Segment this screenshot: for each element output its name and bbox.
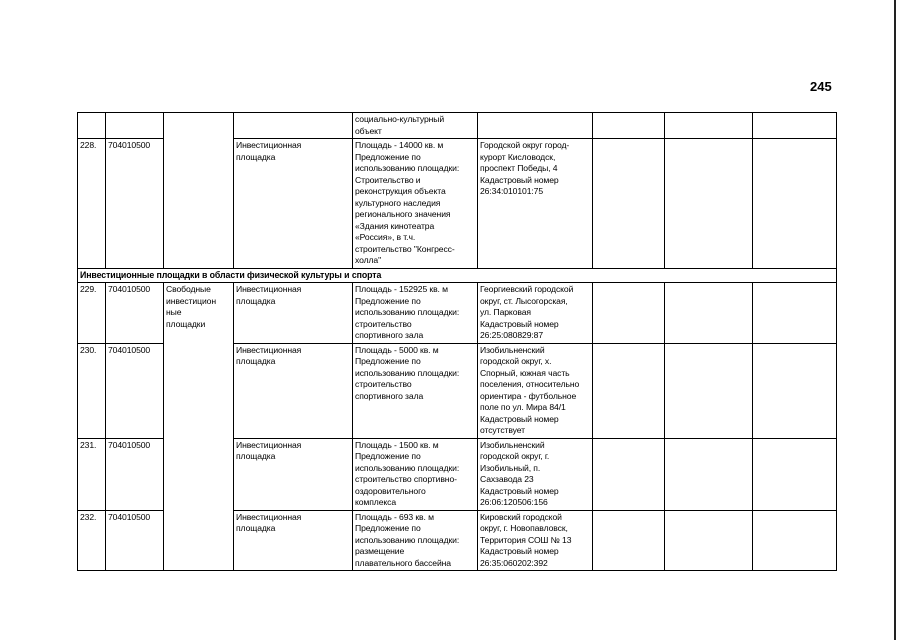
text-line: Кадастровый номер	[480, 546, 559, 556]
text-line: Площадь - 152925 кв. м	[355, 284, 448, 294]
code-cell: 704010500	[106, 510, 164, 571]
text-line: площадка	[236, 151, 276, 162]
text-line: ные	[166, 307, 182, 317]
site-type-cell	[234, 438, 353, 510]
location-cell	[478, 438, 593, 510]
text-line: ул. Парковая	[480, 307, 531, 317]
empty-cell	[593, 510, 665, 571]
empty-cell	[665, 343, 753, 438]
location-lines	[480, 440, 590, 509]
empty-cell	[753, 510, 837, 571]
text-line: Городской округ город-	[480, 140, 570, 150]
text-line: курорт Кисловодск,	[480, 151, 556, 162]
text-line: холла"	[355, 255, 382, 265]
location-cell	[478, 113, 593, 139]
text-line: реконструкция объекта	[355, 186, 446, 196]
page-edge-line	[894, 0, 896, 640]
empty-cell	[593, 438, 665, 510]
site-type-cell	[234, 139, 353, 269]
empty-cell	[665, 438, 753, 510]
text-line: культурного наследия	[355, 197, 441, 208]
table-row	[78, 283, 837, 344]
code-cell	[106, 113, 164, 139]
text-line: Территория СОШ № 13	[480, 534, 572, 545]
text-line: инвестицион	[166, 295, 216, 306]
text-line: спортивного зала	[355, 330, 424, 340]
text-line: Свободные	[166, 284, 211, 294]
location-cell	[478, 510, 593, 571]
text-line: Георгиевский городской	[480, 284, 574, 294]
text-line: площадка	[236, 451, 276, 461]
text-line: отсутствует	[480, 425, 526, 435]
text-line: округ, ст. Лысогорская,	[480, 295, 568, 306]
page-number: 245	[810, 79, 832, 94]
text-line: ориентира - футбольное	[480, 390, 577, 401]
text-line: Предложение по	[355, 151, 421, 162]
text-line: Спорный, южная часть	[480, 367, 570, 378]
empty-cell	[753, 139, 837, 269]
text-line: Инвестиционная	[236, 439, 302, 450]
text-line: городской округ, г.	[480, 451, 550, 461]
location-lines	[480, 140, 590, 198]
parameters-cell	[353, 113, 478, 139]
text-line: плавательного бассейна	[355, 557, 451, 568]
text-line: 26:25:080829:87	[480, 330, 544, 340]
group-heading: Инвестиционные площадки в области физической культуры и спорта	[78, 268, 837, 283]
text-line: Изобильненский	[480, 439, 545, 450]
text-line: площадка	[236, 295, 276, 306]
category-cell	[164, 283, 234, 571]
location-cell	[478, 139, 593, 269]
table-row	[78, 113, 837, 139]
text-line: спортивного зала	[355, 390, 424, 401]
text-line: «Россия», в т.ч.	[355, 232, 416, 242]
text-line: регионального значения	[355, 209, 451, 219]
text-line: «Здания кинотеатра	[355, 220, 435, 231]
site-type-cell	[234, 113, 353, 139]
site-type-cell	[234, 283, 353, 344]
parameters-lines	[355, 140, 475, 267]
row-number-cell	[78, 113, 106, 139]
empty-cell	[753, 113, 837, 139]
text-line: Предложение по	[355, 356, 421, 366]
text-line: Площадь - 14000 кв. м	[355, 140, 444, 150]
parameters-cell	[353, 283, 478, 344]
text-line: строительство	[355, 379, 412, 389]
text-line: Кадастровый номер	[480, 485, 559, 496]
text-line: проспект Победы, 4	[480, 163, 558, 173]
parameters-cell	[353, 510, 478, 571]
empty-cell	[665, 283, 753, 344]
site-type-cell	[234, 343, 353, 438]
text-line: поле по ул. Мира 84/1	[480, 402, 566, 412]
parameters-lines	[355, 345, 475, 403]
parameters-lines	[355, 114, 475, 137]
parameters-lines	[355, 284, 475, 342]
text-line: Кадастровый номер	[480, 174, 559, 185]
parameters-cell	[353, 343, 478, 438]
text-line: Изобильный, п.	[480, 462, 541, 473]
table-body	[78, 113, 837, 571]
row-number-cell: 231.	[78, 438, 106, 510]
text-line: Предложение по	[355, 451, 421, 461]
text-line: Кировский городской	[480, 511, 562, 522]
text-line: использованию площадки:	[355, 367, 460, 378]
text-line: Сахзавода 23	[480, 474, 534, 484]
investment-sites-table	[77, 112, 837, 571]
parameters-cell	[353, 139, 478, 269]
text-line: объект	[355, 125, 382, 136]
site-type-lines	[236, 284, 350, 307]
empty-cell	[753, 438, 837, 510]
site-type-lines	[236, 345, 350, 368]
text-line: Предложение по	[355, 523, 421, 533]
empty-cell	[665, 113, 753, 139]
text-line: площадка	[236, 523, 276, 533]
empty-cell	[593, 139, 665, 269]
category-cell	[164, 113, 234, 269]
site-type-cell	[234, 510, 353, 571]
text-line: 26:35:060202:392	[480, 557, 548, 568]
code-cell: 704010500	[106, 139, 164, 269]
text-line: социально-культурный	[355, 114, 445, 124]
row-number-cell: 232.	[78, 510, 106, 571]
code-cell: 704010500	[106, 343, 164, 438]
text-line: Инвестиционная	[236, 511, 302, 522]
site-type-lines	[236, 512, 350, 535]
location-lines	[480, 345, 590, 437]
text-line: Строительство и	[355, 174, 421, 185]
location-lines	[480, 284, 590, 342]
location-cell	[478, 343, 593, 438]
text-line: Инвестиционная	[236, 344, 302, 355]
parameters-lines	[355, 440, 475, 509]
row-number-cell: 230.	[78, 343, 106, 438]
text-line: Инвестиционная	[236, 140, 302, 150]
text-line: Площадь - 693 кв. м	[355, 511, 434, 522]
empty-cell	[593, 343, 665, 438]
empty-cell	[753, 343, 837, 438]
group-heading-row	[78, 268, 837, 283]
location-cell	[478, 283, 593, 344]
location-lines	[480, 512, 590, 570]
text-line: строительство "Конгресс-	[355, 243, 455, 254]
site-type-lines	[236, 440, 350, 463]
text-line: использованию площадки:	[355, 462, 460, 473]
parameters-cell	[353, 438, 478, 510]
parameters-lines	[355, 512, 475, 570]
text-line: Инвестиционная	[236, 284, 302, 294]
empty-cell	[665, 510, 753, 571]
text-line: 26:06:120506:156	[480, 497, 548, 507]
empty-cell	[665, 139, 753, 269]
text-line: Кадастровый номер	[480, 413, 559, 424]
text-line: использованию площадки:	[355, 307, 460, 317]
text-line: городской округ, х.	[480, 356, 552, 366]
text-line: 26:34:010101:75	[480, 186, 544, 196]
text-line: использованию площадки:	[355, 163, 460, 173]
text-line: площадка	[236, 356, 276, 366]
empty-cell	[753, 283, 837, 344]
text-line: оздоровительного	[355, 485, 426, 496]
code-cell: 704010500	[106, 283, 164, 344]
text-line: площадки	[166, 318, 206, 329]
row-number-cell: 228.	[78, 139, 106, 269]
text-line: Предложение по	[355, 295, 421, 306]
category-lines	[166, 284, 231, 330]
site-type-lines	[236, 140, 350, 163]
text-line: строительство	[355, 318, 412, 329]
text-line: Площадь - 5000 кв. м	[355, 344, 439, 355]
text-line: Изобильненский	[480, 344, 545, 355]
row-number-cell: 229.	[78, 283, 106, 344]
text-line: размещение	[355, 546, 405, 556]
empty-cell	[593, 113, 665, 139]
text-line: строительство спортивно-	[355, 474, 457, 484]
text-line: использованию площадки:	[355, 534, 460, 545]
text-line: поселения, относительно	[480, 379, 580, 389]
empty-cell	[593, 283, 665, 344]
text-line: комплекса	[355, 497, 397, 507]
text-line: Площадь - 1500 кв. м	[355, 439, 439, 450]
text-line: округ, г. Новопавловск,	[480, 523, 568, 533]
code-cell: 704010500	[106, 438, 164, 510]
text-line: Кадастровый номер	[480, 318, 559, 329]
